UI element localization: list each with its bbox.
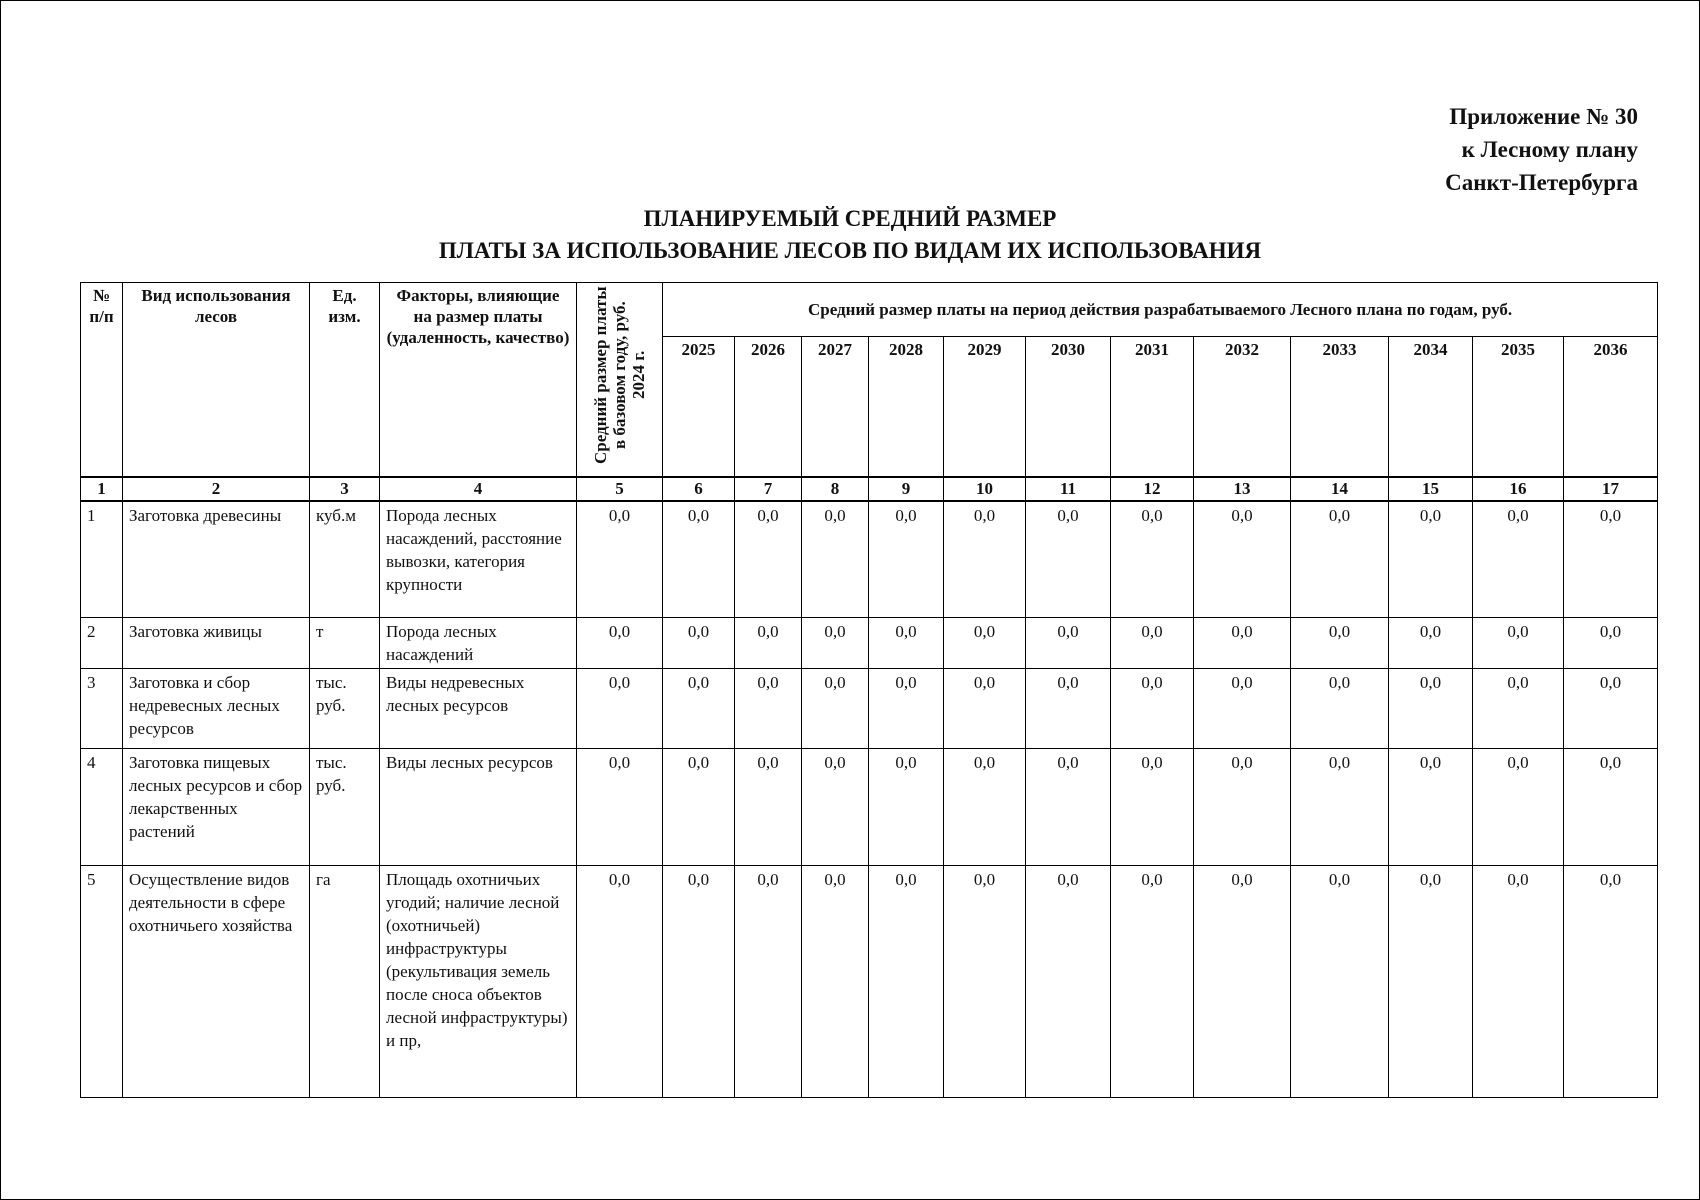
row-value: 0,0 — [1473, 669, 1564, 749]
row-kind: Осуществление видов деятельности в сфере охотничьего хозяйства — [123, 866, 310, 1098]
row-value: 0,0 — [1111, 618, 1194, 669]
row-value: 0,0 — [1389, 501, 1473, 618]
row-value: 0,0 — [1026, 501, 1111, 618]
row-value: 0,0 — [869, 501, 944, 618]
row-value: 0,0 — [577, 866, 663, 1098]
row-kind: Заготовка древесины — [123, 501, 310, 618]
row-value: 0,0 — [944, 501, 1026, 618]
header-year: 2030 — [1026, 337, 1111, 477]
row-value: 0,0 — [577, 501, 663, 618]
row-value: 0,0 — [663, 669, 735, 749]
row-value: 0,0 — [735, 501, 802, 618]
row-number: 2 — [81, 618, 123, 669]
column-number: 7 — [735, 477, 802, 501]
row-unit: т — [310, 618, 380, 669]
row-value: 0,0 — [577, 669, 663, 749]
header-year: 2027 — [802, 337, 869, 477]
row-value: 0,0 — [735, 618, 802, 669]
appendix-line: Приложение № 30 — [1449, 104, 1638, 129]
row-value: 0,0 — [1111, 749, 1194, 866]
header-kind: Вид использования лесов — [123, 283, 310, 477]
header-factors: Факторы, влияющие на размер платы (удаленность, качество) — [380, 283, 577, 477]
row-kind: Заготовка живицы — [123, 618, 310, 669]
column-number: 6 — [663, 477, 735, 501]
header-year: 2026 — [735, 337, 802, 477]
row-value: 0,0 — [663, 501, 735, 618]
row-value: 0,0 — [944, 749, 1026, 866]
appendix-line: Санкт-Петербурга — [1445, 170, 1638, 195]
header-base-text: Средний размер платы в базовом году, руб. 2024 г. — [591, 286, 648, 464]
header-base — [577, 283, 663, 477]
row-factors: Виды лесных ресурсов — [380, 749, 577, 866]
column-number: 11 — [1026, 477, 1111, 501]
row-value: 0,0 — [1389, 749, 1473, 866]
header-year: 2035 — [1473, 337, 1564, 477]
table-row — [81, 669, 1658, 749]
row-unit: га — [310, 866, 380, 1098]
row-value: 0,0 — [1473, 749, 1564, 866]
table-row — [81, 618, 1658, 669]
row-value: 0,0 — [1291, 501, 1389, 618]
row-value: 0,0 — [1194, 669, 1291, 749]
header-year: 2032 — [1194, 337, 1291, 477]
row-value: 0,0 — [944, 618, 1026, 669]
row-value: 0,0 — [1564, 618, 1658, 669]
row-value: 0,0 — [869, 866, 944, 1098]
row-value: 0,0 — [802, 866, 869, 1098]
row-factors: Площадь охотничьих угодий; наличие лесной (охотничьей) инфраструктуры (рекультивация земель после сноса объектов лесной инфраструктуры) и пр, — [380, 866, 577, 1098]
row-value: 0,0 — [1291, 866, 1389, 1098]
row-number: 1 — [81, 501, 123, 618]
column-number: 17 — [1564, 477, 1658, 501]
row-value: 0,0 — [1026, 866, 1111, 1098]
row-value: 0,0 — [1194, 618, 1291, 669]
row-kind: Заготовка и сбор недревесных лесных ресурсов — [123, 669, 310, 749]
row-unit: тыс. руб. — [310, 669, 380, 749]
row-value: 0,0 — [1194, 501, 1291, 618]
row-number: 5 — [81, 866, 123, 1098]
row-value: 0,0 — [869, 749, 944, 866]
column-number: 13 — [1194, 477, 1291, 501]
row-value: 0,0 — [1564, 749, 1658, 866]
column-number: 16 — [1473, 477, 1564, 501]
row-unit: тыс. руб. — [310, 749, 380, 866]
header-year: 2033 — [1291, 337, 1389, 477]
row-value: 0,0 — [735, 669, 802, 749]
row-value: 0,0 — [802, 618, 869, 669]
row-value: 0,0 — [802, 669, 869, 749]
appendix-line: к Лесному плану — [1461, 137, 1638, 162]
title-line: ПЛАНИРУЕМЫЙ СРЕДНИЙ РАЗМЕР — [643, 206, 1057, 231]
row-value: 0,0 — [1194, 866, 1291, 1098]
row-value: 0,0 — [1564, 501, 1658, 618]
table-row — [81, 749, 1658, 866]
appendix-note — [1445, 100, 1638, 199]
row-value: 0,0 — [1389, 618, 1473, 669]
row-value: 0,0 — [1194, 749, 1291, 866]
row-value: 0,0 — [1026, 618, 1111, 669]
document-title — [0, 203, 1700, 267]
row-value: 0,0 — [869, 618, 944, 669]
header-num: № п/п — [81, 283, 123, 477]
row-value: 0,0 — [1473, 618, 1564, 669]
row-factors: Порода лесных насаждений, расстояние вывозки, категория крупности — [380, 501, 577, 618]
header-year: 2029 — [944, 337, 1026, 477]
column-number: 4 — [380, 477, 577, 501]
row-value: 0,0 — [1291, 749, 1389, 866]
column-number: 1 — [81, 477, 123, 501]
column-number: 10 — [944, 477, 1026, 501]
row-value: 0,0 — [1473, 501, 1564, 618]
row-value: 0,0 — [1026, 669, 1111, 749]
column-number: 3 — [310, 477, 380, 501]
column-number: 2 — [123, 477, 310, 501]
row-value: 0,0 — [1389, 669, 1473, 749]
header-year: 2036 — [1564, 337, 1658, 477]
row-value: 0,0 — [735, 749, 802, 866]
column-number: 15 — [1389, 477, 1473, 501]
row-value: 0,0 — [1564, 669, 1658, 749]
title-line: ПЛАТЫ ЗА ИСПОЛЬЗОВАНИЕ ЛЕСОВ ПО ВИДАМ ИХ ИСПОЛЬЗОВАНИЯ — [438, 238, 1262, 263]
payment-table — [80, 282, 1658, 1098]
row-value: 0,0 — [869, 669, 944, 749]
row-value: 0,0 — [735, 866, 802, 1098]
row-value: 0,0 — [663, 618, 735, 669]
row-factors: Виды недревесных лесных ресурсов — [380, 669, 577, 749]
row-value: 0,0 — [577, 749, 663, 866]
row-value: 0,0 — [944, 866, 1026, 1098]
row-value: 0,0 — [1111, 866, 1194, 1098]
row-value: 0,0 — [1026, 749, 1111, 866]
row-value: 0,0 — [1564, 866, 1658, 1098]
row-value: 0,0 — [802, 501, 869, 618]
row-value: 0,0 — [1111, 501, 1194, 618]
row-unit: куб.м — [310, 501, 380, 618]
row-kind: Заготовка пищевых лесных ресурсов и сбор лекарственных растений — [123, 749, 310, 866]
header-year: 2034 — [1389, 337, 1473, 477]
table-row — [81, 501, 1658, 618]
row-number: 4 — [81, 749, 123, 866]
row-value: 0,0 — [1291, 618, 1389, 669]
row-value: 0,0 — [577, 618, 663, 669]
column-number: 5 — [577, 477, 663, 501]
header-unit: Ед. изм. — [310, 283, 380, 477]
row-value: 0,0 — [1111, 669, 1194, 749]
column-number: 9 — [869, 477, 944, 501]
row-value: 0,0 — [1291, 669, 1389, 749]
column-number: 14 — [1291, 477, 1389, 501]
column-number: 12 — [1111, 477, 1194, 501]
header-year: 2025 — [663, 337, 735, 477]
row-value: 0,0 — [1389, 866, 1473, 1098]
header-period: Средний размер платы на период действия разрабатываемого Лесного плана по годам, руб. — [663, 283, 1658, 337]
row-value: 0,0 — [1473, 866, 1564, 1098]
row-number: 3 — [81, 669, 123, 749]
row-factors: Порода лесных насаждений — [380, 618, 577, 669]
column-number: 8 — [802, 477, 869, 501]
header-year: 2028 — [869, 337, 944, 477]
header-year: 2031 — [1111, 337, 1194, 477]
row-value: 0,0 — [663, 866, 735, 1098]
table-row — [81, 866, 1658, 1098]
column-number-row — [81, 477, 1658, 501]
row-value: 0,0 — [802, 749, 869, 866]
row-value: 0,0 — [944, 669, 1026, 749]
row-value: 0,0 — [663, 749, 735, 866]
